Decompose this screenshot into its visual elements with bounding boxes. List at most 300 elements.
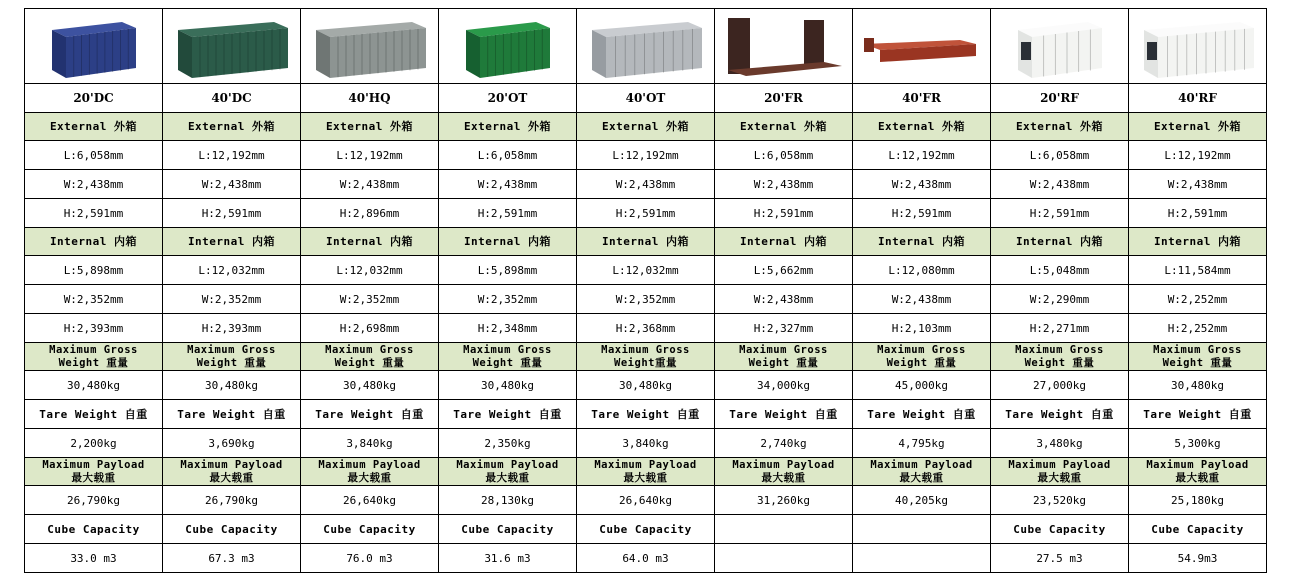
external-ext_L-row xyxy=(25,141,1267,170)
payload-row xyxy=(25,486,1267,515)
tare-weight-value: 2,740kg xyxy=(760,436,807,450)
header-cell xyxy=(439,515,577,544)
internal-dimension: W:2,352mm xyxy=(339,292,400,306)
value-cell xyxy=(991,199,1129,228)
internal-dimension: W:2,352mm xyxy=(477,292,538,306)
value-cell xyxy=(439,256,577,285)
tare-weight-value: 2,200kg xyxy=(70,436,117,450)
header-cell xyxy=(715,400,853,429)
payload-header-row xyxy=(25,458,1267,486)
cube-capacity-value: 27.5 m3 xyxy=(1036,551,1083,565)
payload-value: 23,520kg xyxy=(1033,493,1086,507)
header-cell xyxy=(991,400,1129,429)
value-cell xyxy=(991,141,1129,170)
header-cell xyxy=(439,113,577,141)
container-type-label: 40'HQ xyxy=(348,90,391,105)
cube-capacity-value: 33.0 m3 xyxy=(70,551,117,565)
header-cell xyxy=(25,400,163,429)
tare-weight-label: Tare Weight 自重 xyxy=(591,407,700,421)
header-cell xyxy=(577,400,715,429)
tare-weight-value: 3,840kg xyxy=(346,436,393,450)
type-cell xyxy=(1129,84,1267,113)
gross-weight-value: 45,000kg xyxy=(895,378,948,392)
internal-label: Internal 内箱 xyxy=(325,235,414,248)
value-cell xyxy=(25,170,163,199)
value-cell xyxy=(163,199,301,228)
value-cell xyxy=(163,141,301,170)
container-type-label: 20'OT xyxy=(487,90,528,105)
internal-dimension: W:2,352mm xyxy=(615,292,676,306)
value-cell xyxy=(1129,199,1267,228)
container-type-row xyxy=(25,84,1267,113)
value-cell xyxy=(301,285,439,314)
external-label: External 外箱 xyxy=(187,120,276,133)
external-dimension: W:2,438mm xyxy=(1029,177,1090,191)
value-cell xyxy=(715,141,853,170)
header-cell xyxy=(853,228,991,256)
value-cell xyxy=(25,486,163,515)
tare-weight-value: 3,480kg xyxy=(1036,436,1083,450)
tare-weight-label: Tare Weight 自重 xyxy=(39,407,148,421)
gross-weight-value: 30,480kg xyxy=(481,378,534,392)
grey-40ft-open-top-container-image xyxy=(578,10,714,82)
value-cell xyxy=(853,199,991,228)
value-cell xyxy=(25,429,163,458)
payload-value: 26,640kg xyxy=(343,493,396,507)
gross-weight-label: Maximum Gross Weight 重量 xyxy=(49,343,138,369)
header-cell xyxy=(1129,343,1267,371)
external-dimension: H:2,591mm xyxy=(1029,206,1090,220)
tare-weight-label: Tare Weight 自重 xyxy=(729,407,838,421)
tare-weight-value: 4,795kg xyxy=(898,436,945,450)
header-cell xyxy=(577,113,715,141)
external-dimension: H:2,591mm xyxy=(1167,206,1228,220)
value-cell xyxy=(25,314,163,343)
type-cell xyxy=(439,84,577,113)
gross-weight-value: 34,000kg xyxy=(757,378,810,392)
external-dimension: H:2,591mm xyxy=(63,206,124,220)
external-dimension: L:12,192mm xyxy=(336,148,403,162)
header-cell xyxy=(1129,400,1267,429)
value-cell xyxy=(163,371,301,400)
value-cell xyxy=(853,170,991,199)
internal-dimension: L:5,662mm xyxy=(753,263,814,277)
value-cell xyxy=(1129,285,1267,314)
value-cell xyxy=(1129,544,1267,573)
cube-capacity-value: 67.3 m3 xyxy=(208,551,255,565)
header-cell xyxy=(1129,515,1267,544)
value-cell xyxy=(715,486,853,515)
header-cell xyxy=(25,458,163,486)
value-cell xyxy=(163,429,301,458)
value-cell xyxy=(853,256,991,285)
header-cell xyxy=(991,515,1129,544)
value-cell xyxy=(301,256,439,285)
value-cell xyxy=(853,486,991,515)
external-dimension: W:2,438mm xyxy=(891,177,952,191)
value-cell xyxy=(1129,371,1267,400)
payload-label: Maximum Payload 最大载重 xyxy=(870,458,973,484)
header-cell xyxy=(163,458,301,486)
external-dimension: H:2,591mm xyxy=(891,206,952,220)
value-cell xyxy=(853,371,991,400)
gross-weight-header-row xyxy=(25,343,1267,371)
cube-capacity-value: 76.0 m3 xyxy=(346,551,393,565)
value-cell xyxy=(577,256,715,285)
value-cell xyxy=(163,285,301,314)
header-cell xyxy=(301,515,439,544)
container-image-cell xyxy=(301,9,439,84)
internal-dimension: H:2,393mm xyxy=(63,321,124,335)
gross-weight-label: Maximum Gross Weight重量 xyxy=(601,343,690,369)
tare-weight-label: Tare Weight 自重 xyxy=(453,407,562,421)
external-dimension: L:6,058mm xyxy=(477,148,538,162)
cube-capacity-value: 54.9m3 xyxy=(1177,551,1218,565)
external-dimension: L:6,058mm xyxy=(1029,148,1090,162)
external-label: External 外箱 xyxy=(739,120,828,133)
value-cell xyxy=(853,429,991,458)
payload-label: Maximum Payload 最大载重 xyxy=(456,458,559,484)
payload-label: Maximum Payload 最大载重 xyxy=(732,458,835,484)
cube-capacity-label: Cube Capacity xyxy=(47,522,140,536)
gross-weight-label: Maximum Gross Weight 重量 xyxy=(187,343,276,369)
internal-int_H-row xyxy=(25,314,1267,343)
container-type-label: 20'RF xyxy=(1040,90,1079,105)
external-dimension: H:2,896mm xyxy=(339,206,400,220)
type-cell xyxy=(25,84,163,113)
header-cell xyxy=(577,343,715,371)
container-type-label: 40'RF xyxy=(1178,90,1217,105)
gross-weight-value: 27,000kg xyxy=(1033,378,1086,392)
type-cell xyxy=(991,84,1129,113)
tare-weight-row xyxy=(25,429,1267,458)
container-image-cell xyxy=(1129,9,1267,84)
external-label: External 外箱 xyxy=(1015,120,1104,133)
header-cell xyxy=(853,113,991,141)
container-image-cell xyxy=(439,9,577,84)
internal-dimension: L:11,584mm xyxy=(1164,263,1231,277)
external-dimension: W:2,438mm xyxy=(477,177,538,191)
header-cell xyxy=(853,458,991,486)
header-cell xyxy=(1129,113,1267,141)
internal-dimension: L:5,898mm xyxy=(63,263,124,277)
internal-label: Internal 内箱 xyxy=(187,235,276,248)
gross-weight-value: 30,480kg xyxy=(619,378,672,392)
value-cell xyxy=(301,486,439,515)
tare-weight-value: 5,300kg xyxy=(1174,436,1221,450)
header-cell xyxy=(853,515,991,544)
internal-label: Internal 内箱 xyxy=(1153,235,1242,248)
value-cell xyxy=(439,429,577,458)
green-40ft-dry-container-image xyxy=(164,10,300,82)
external-dimension: W:2,438mm xyxy=(753,177,814,191)
tare-weight-value: 3,840kg xyxy=(622,436,669,450)
value-cell xyxy=(25,141,163,170)
brown-20ft-flat-rack-image xyxy=(716,10,852,82)
tare-weight-label: Tare Weight 自重 xyxy=(177,407,286,421)
external-ext_W-row xyxy=(25,170,1267,199)
header-cell xyxy=(301,400,439,429)
internal-dimension: H:2,348mm xyxy=(477,321,538,335)
cube-capacity-label: Cube Capacity xyxy=(461,522,554,536)
value-cell xyxy=(301,141,439,170)
header-cell xyxy=(301,343,439,371)
container-image-row xyxy=(25,9,1267,84)
external-dimension: W:2,438mm xyxy=(201,177,262,191)
internal-int_L-row xyxy=(25,256,1267,285)
header-cell xyxy=(163,228,301,256)
external-dimension: L:12,192mm xyxy=(198,148,265,162)
external-dimension: H:2,591mm xyxy=(477,206,538,220)
gross-weight-label: Maximum Gross Weight 重量 xyxy=(739,343,828,369)
internal-label: Internal 内箱 xyxy=(739,235,828,248)
header-cell xyxy=(25,228,163,256)
external-dimension: L:12,192mm xyxy=(612,148,679,162)
header-cell xyxy=(439,400,577,429)
value-cell xyxy=(1129,170,1267,199)
tare-weight-label: Tare Weight 自重 xyxy=(1143,407,1252,421)
container-type-label: 20'FR xyxy=(764,90,803,105)
payload-label: Maximum Payload 最大载重 xyxy=(42,458,145,484)
internal-label: Internal 内箱 xyxy=(1015,235,1104,248)
value-cell xyxy=(439,486,577,515)
value-cell xyxy=(991,544,1129,573)
value-cell xyxy=(715,371,853,400)
external-dimension: H:2,591mm xyxy=(201,206,262,220)
value-cell xyxy=(715,285,853,314)
value-cell xyxy=(991,314,1129,343)
header-cell xyxy=(439,343,577,371)
header-cell xyxy=(301,113,439,141)
internal-dimension: L:12,080mm xyxy=(888,263,955,277)
value-cell xyxy=(577,141,715,170)
header-cell xyxy=(163,515,301,544)
gross-weight-label: Maximum Gross Weight 重量 xyxy=(877,343,966,369)
tare-weight-header-row xyxy=(25,400,1267,429)
internal-dimension: W:2,290mm xyxy=(1029,292,1090,306)
payload-label: Maximum Payload 最大载重 xyxy=(594,458,697,484)
payload-label: Maximum Payload 最大载重 xyxy=(1008,458,1111,484)
header-cell xyxy=(25,515,163,544)
value-cell xyxy=(853,141,991,170)
value-cell xyxy=(301,371,439,400)
value-cell xyxy=(301,544,439,573)
internal-dimension: H:2,103mm xyxy=(891,321,952,335)
gross-weight-row xyxy=(25,371,1267,400)
internal-label: Internal 内箱 xyxy=(49,235,138,248)
payload-value: 31,260kg xyxy=(757,493,810,507)
internal-dimension: H:2,252mm xyxy=(1167,321,1228,335)
value-cell xyxy=(715,256,853,285)
gross-weight-value: 30,480kg xyxy=(1171,378,1224,392)
internal-dimension: L:5,048mm xyxy=(1029,263,1090,277)
cube-capacity-label: Cube Capacity xyxy=(323,522,416,536)
value-cell xyxy=(301,314,439,343)
internal-dimension: H:2,698mm xyxy=(339,321,400,335)
external-dimension: L:12,192mm xyxy=(888,148,955,162)
header-cell xyxy=(577,458,715,486)
container-spec-table xyxy=(24,8,1267,573)
value-cell xyxy=(439,285,577,314)
cube-capacity-value: 31.6 m3 xyxy=(484,551,531,565)
green-20ft-open-top-container-image xyxy=(440,10,576,82)
container-image-cell xyxy=(991,9,1129,84)
container-image-cell xyxy=(853,9,991,84)
value-cell xyxy=(163,170,301,199)
value-cell xyxy=(577,544,715,573)
tare-weight-label: Tare Weight 自重 xyxy=(1005,407,1114,421)
external-dimension: W:2,438mm xyxy=(339,177,400,191)
external-dimension: L:12,192mm xyxy=(1164,148,1231,162)
tare-weight-value: 3,690kg xyxy=(208,436,255,450)
gross-weight-label: Maximum Gross Weight 重量 xyxy=(1153,343,1242,369)
value-cell xyxy=(1129,486,1267,515)
internal-dimension: L:5,898mm xyxy=(477,263,538,277)
value-cell xyxy=(439,544,577,573)
cube-capacity-label: Cube Capacity xyxy=(1151,522,1244,536)
header-cell xyxy=(991,113,1129,141)
header-cell xyxy=(1129,228,1267,256)
value-cell xyxy=(25,544,163,573)
header-cell xyxy=(715,113,853,141)
container-image-cell xyxy=(163,9,301,84)
container-image-cell xyxy=(25,9,163,84)
external-dimension: W:2,438mm xyxy=(615,177,676,191)
external-header-row xyxy=(25,113,1267,141)
payload-value: 26,790kg xyxy=(205,493,258,507)
header-cell xyxy=(25,343,163,371)
external-dimension: L:6,058mm xyxy=(753,148,814,162)
cube-capacity-value: 64.0 m3 xyxy=(622,551,669,565)
value-cell xyxy=(577,429,715,458)
cube-capacity-header-row xyxy=(25,515,1267,544)
internal-dimension: L:12,032mm xyxy=(612,263,679,277)
value-cell xyxy=(301,429,439,458)
container-image-cell xyxy=(715,9,853,84)
white-20ft-reefer-container-image xyxy=(992,10,1128,82)
value-cell xyxy=(991,486,1129,515)
payload-label: Maximum Payload 最大载重 xyxy=(1146,458,1249,484)
value-cell xyxy=(715,429,853,458)
value-cell xyxy=(25,285,163,314)
internal-dimension: W:2,352mm xyxy=(201,292,262,306)
value-cell xyxy=(163,544,301,573)
value-cell xyxy=(715,314,853,343)
payload-value: 28,130kg xyxy=(481,493,534,507)
internal-dimension: W:2,252mm xyxy=(1167,292,1228,306)
value-cell xyxy=(715,544,853,573)
type-cell xyxy=(301,84,439,113)
value-cell xyxy=(577,199,715,228)
value-cell xyxy=(577,314,715,343)
external-dimension: W:2,438mm xyxy=(63,177,124,191)
container-type-label: 40'OT xyxy=(625,90,666,105)
grey-40ft-high-cube-container-image xyxy=(302,10,438,82)
container-image-cell xyxy=(577,9,715,84)
header-cell xyxy=(163,113,301,141)
gross-weight-value: 30,480kg xyxy=(343,378,396,392)
external-ext_H-row xyxy=(25,199,1267,228)
value-cell xyxy=(991,371,1129,400)
value-cell xyxy=(1129,256,1267,285)
external-dimension: H:2,591mm xyxy=(753,206,814,220)
header-cell xyxy=(25,113,163,141)
gross-weight-label: Maximum Gross Weight 重量 xyxy=(325,343,414,369)
cube-capacity-label: Cube Capacity xyxy=(185,522,278,536)
header-cell xyxy=(853,400,991,429)
external-dimension: L:6,058mm xyxy=(63,148,124,162)
type-cell xyxy=(853,84,991,113)
header-cell xyxy=(577,228,715,256)
payload-value: 26,790kg xyxy=(67,493,120,507)
value-cell xyxy=(163,486,301,515)
value-cell xyxy=(301,199,439,228)
external-dimension: W:2,438mm xyxy=(1167,177,1228,191)
cube-capacity-label: Cube Capacity xyxy=(1013,522,1106,536)
type-cell xyxy=(163,84,301,113)
payload-label: Maximum Payload 最大载重 xyxy=(318,458,421,484)
header-cell xyxy=(715,343,853,371)
header-cell xyxy=(301,458,439,486)
internal-dimension: L:12,032mm xyxy=(336,263,403,277)
value-cell xyxy=(715,199,853,228)
header-cell xyxy=(991,458,1129,486)
internal-label: Internal 内箱 xyxy=(601,235,690,248)
container-type-label: 20'DC xyxy=(73,90,114,105)
value-cell xyxy=(1129,314,1267,343)
header-cell xyxy=(439,228,577,256)
internal-header-row xyxy=(25,228,1267,256)
value-cell xyxy=(1129,141,1267,170)
value-cell xyxy=(1129,429,1267,458)
internal-dimension: H:2,393mm xyxy=(201,321,262,335)
value-cell xyxy=(25,371,163,400)
header-cell xyxy=(853,343,991,371)
red-40ft-flat-rack-image xyxy=(854,10,990,82)
external-label: External 外箱 xyxy=(325,120,414,133)
container-type-label: 40'FR xyxy=(902,90,941,105)
value-cell xyxy=(577,170,715,199)
blue-20ft-dry-container-image xyxy=(26,10,162,82)
payload-value: 25,180kg xyxy=(1171,493,1224,507)
value-cell xyxy=(25,256,163,285)
internal-dimension: L:12,032mm xyxy=(198,263,265,277)
tare-weight-label: Tare Weight 自重 xyxy=(867,407,976,421)
external-dimension: H:2,591mm xyxy=(615,206,676,220)
internal-dimension: H:2,368mm xyxy=(615,321,676,335)
header-cell xyxy=(163,343,301,371)
value-cell xyxy=(439,314,577,343)
external-label: External 外箱 xyxy=(877,120,966,133)
external-label: External 外箱 xyxy=(1153,120,1242,133)
header-cell xyxy=(163,400,301,429)
value-cell xyxy=(715,170,853,199)
tare-weight-label: Tare Weight 自重 xyxy=(315,407,424,421)
external-label: External 外箱 xyxy=(601,120,690,133)
header-cell xyxy=(715,515,853,544)
gross-weight-label: Maximum Gross Weight 重量 xyxy=(463,343,552,369)
tare-weight-value: 2,350kg xyxy=(484,436,531,450)
header-cell xyxy=(439,458,577,486)
header-cell xyxy=(991,343,1129,371)
internal-dimension: W:2,438mm xyxy=(891,292,952,306)
value-cell xyxy=(439,141,577,170)
value-cell xyxy=(439,371,577,400)
white-40ft-reefer-container-image xyxy=(1130,10,1266,82)
external-label: External 外箱 xyxy=(463,120,552,133)
value-cell xyxy=(991,429,1129,458)
internal-label: Internal 内箱 xyxy=(877,235,966,248)
